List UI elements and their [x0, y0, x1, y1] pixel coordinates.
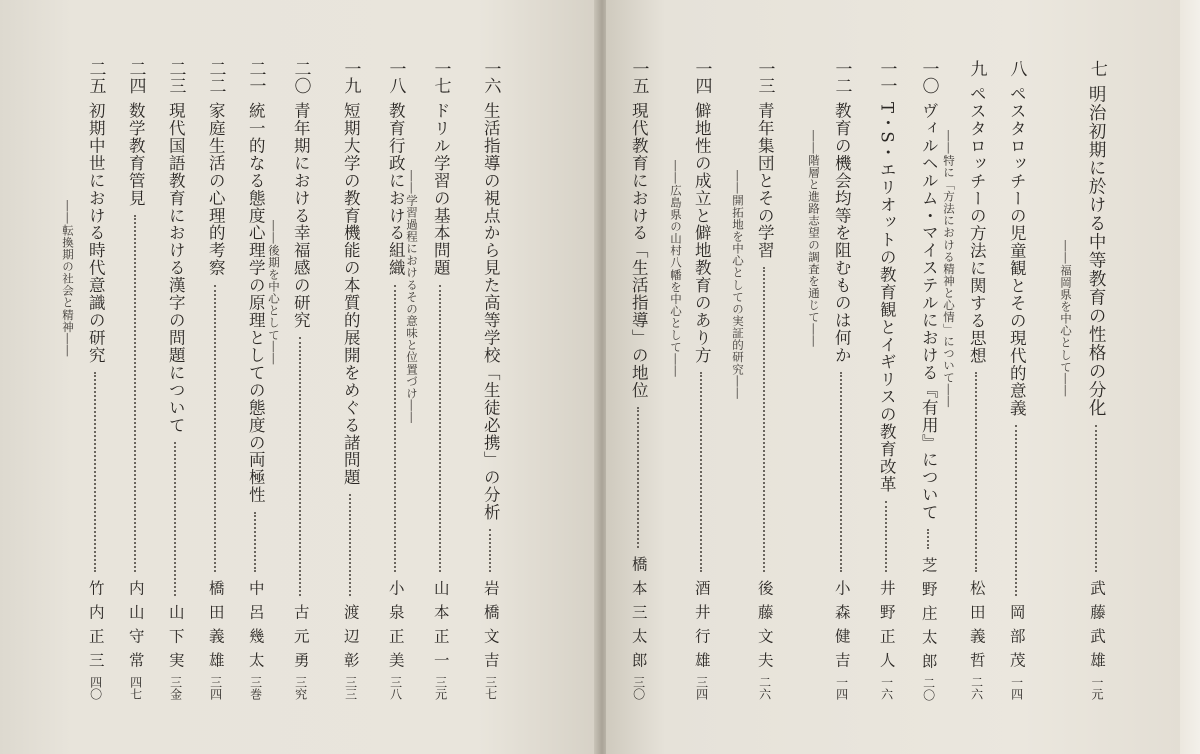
entry-number: 二四 — [125, 60, 146, 94]
entry-page: 四〇 — [88, 676, 103, 700]
entry-author: 山本正一 — [431, 579, 450, 676]
toc-entry — [165, 60, 185, 750]
entry-page: 二六 — [757, 676, 772, 700]
entry-author: 芝野庄太郎 — [919, 557, 938, 678]
dot-leader — [927, 529, 929, 549]
entry-number: 一六 — [480, 60, 501, 94]
entry-author: 岡部茂 — [1007, 603, 1026, 676]
entry-title: 青年集団とその学習 — [755, 102, 775, 260]
entry-page: 三究 — [293, 676, 308, 700]
entry-subtitle: ――転換期の社会と精神―― — [61, 200, 75, 357]
entry-page: 三〇 — [631, 676, 646, 700]
dot-leader — [174, 442, 176, 596]
entry-page: 三七 — [483, 676, 498, 700]
toc-entry — [876, 60, 896, 750]
toc-entry — [245, 60, 265, 750]
dot-leader — [975, 372, 977, 572]
entry-title: 教育の機会均等を阻むものは何か — [832, 102, 852, 364]
entry-number: 一四 — [691, 60, 712, 94]
toc-entry — [754, 60, 774, 750]
entry-author: 橋田義雄 — [206, 579, 225, 676]
entry-number: 二〇 — [290, 60, 311, 94]
entry-number: 一〇 — [918, 60, 939, 94]
dot-leader — [439, 285, 441, 572]
toc-entry — [125, 60, 145, 750]
entry-author: 岩橋文吉 — [481, 579, 500, 676]
entry-number: 二五 — [85, 60, 106, 94]
entry-title: 初期中世における時代意識の研究 — [86, 102, 106, 364]
entry-number: 一七 — [430, 60, 451, 94]
entry-title: 僻地性の成立と僻地教育のあり方 — [692, 102, 712, 364]
entry-page: 一四 — [1009, 676, 1024, 700]
entry-page: 三八 — [388, 676, 403, 700]
toc-entry — [918, 60, 938, 750]
entry-title: 生活指導の視点から見た高等学校「生徒必携」の分析 — [481, 102, 501, 522]
entry-number: 八 — [1006, 60, 1027, 77]
entry-page: 三四 — [694, 676, 709, 700]
entry-subtitle: ――福岡県を中心として―― — [1059, 240, 1073, 397]
entry-title: 現代国語教育における漢字の問題について — [166, 102, 186, 434]
dot-leader — [637, 407, 639, 548]
toc-entry — [966, 60, 986, 750]
dot-leader — [134, 215, 136, 572]
entry-title: 教育行政における組織 — [386, 102, 406, 277]
entry-title: 数学教育管見 — [126, 102, 146, 207]
entry-author: 竹内正三 — [86, 579, 105, 676]
dot-leader — [885, 501, 887, 572]
entry-author: 松田義哲 — [967, 579, 986, 676]
dot-leader — [1095, 425, 1097, 572]
entry-number: 二一 — [245, 60, 266, 94]
toc-entry — [340, 60, 360, 750]
entry-subtitle: ――特に「方法における精神と心情」について―― — [942, 130, 956, 408]
entry-number: 二二 — [205, 60, 226, 94]
entry-title: 統一的なる態度心理学の原理としての態度の両極性 — [246, 102, 266, 504]
dot-leader — [840, 372, 842, 572]
entry-page: 二六 — [969, 676, 984, 700]
entry-number: 一五 — [628, 60, 649, 94]
page-edge — [1180, 0, 1200, 754]
entry-subtitle: ――後期を中心として―― — [267, 220, 281, 365]
entry-author: 酒井行雄 — [692, 579, 711, 676]
entry-author: 山下実 — [166, 603, 185, 676]
dot-leader — [763, 267, 765, 572]
entry-page: 三元 — [433, 676, 448, 700]
entry-number: 一一 — [876, 60, 897, 94]
entry-subtitle: ――広島県の山村八幡を中心として―― — [669, 160, 683, 378]
entry-title: 短期大学の教育機能の本質的展開をめぐる諸問題 — [341, 102, 361, 487]
entry-author: 武藤武雄 — [1087, 579, 1106, 676]
dot-leader — [489, 529, 491, 572]
entry-page: 三金 — [168, 676, 183, 700]
entry-number: 一二 — [831, 60, 852, 94]
left-page — [0, 0, 598, 754]
entry-title: 青年期における幸福感の研究 — [291, 102, 311, 329]
right-page — [606, 0, 1200, 754]
entry-number: 七 — [1086, 60, 1107, 77]
toc-entry — [691, 60, 711, 750]
entry-author: 中呂幾太 — [246, 579, 265, 676]
dot-leader — [349, 494, 351, 596]
entry-page: 一元 — [1089, 676, 1104, 700]
entry-author: 渡辺彰 — [341, 603, 360, 676]
toc-entry — [385, 60, 405, 750]
entry-page: 一四 — [834, 676, 849, 700]
entry-number: 一三 — [754, 60, 775, 94]
entry-page: 四七 — [128, 676, 143, 700]
dot-leader — [94, 372, 96, 572]
entry-page: 三四 — [208, 676, 223, 700]
entry-title: ヴィルヘルム・マイステルにおける『有用』について — [919, 102, 939, 522]
entry-page: 一六 — [879, 676, 894, 700]
toc-entry — [85, 60, 105, 750]
entry-number: 九 — [966, 60, 987, 77]
entry-number: 二三 — [165, 60, 186, 94]
toc-entry — [205, 60, 225, 750]
entry-title: T・S・エリオットの教育観とイギリスの教育改革 — [877, 102, 897, 493]
entry-author: 井野正人 — [877, 579, 896, 676]
entry-page: 三三 — [343, 676, 358, 700]
entry-subtitle: ――学習過程におけるその意味と位置づけ―― — [405, 170, 419, 424]
entry-title: 現代教育における「生活指導」の地位 — [629, 102, 649, 399]
entry-page: 三巻 — [248, 676, 263, 700]
dot-leader — [394, 285, 396, 572]
entry-title: ドリル学習の基本問題 — [431, 102, 451, 277]
entry-author: 後藤文夫 — [755, 579, 774, 676]
entry-subtitle: ――階層と進路志望の調査を通じて―― — [807, 130, 821, 348]
dot-leader — [254, 512, 256, 572]
entry-author: 古元勇 — [291, 603, 310, 676]
toc-entry — [831, 60, 851, 750]
entry-author: 小森健吉 — [832, 579, 851, 676]
entry-title: ペスタロッチーの児童観とその現代的意義 — [1007, 85, 1027, 417]
entry-number: 一九 — [340, 60, 361, 94]
entry-title: ペスタロッチーの方法に関する思想 — [967, 85, 987, 365]
entry-author: 小泉正美 — [386, 579, 405, 676]
toc-entry — [628, 60, 648, 750]
dot-leader — [1015, 425, 1017, 596]
entry-author: 橋本三太郎 — [629, 555, 648, 676]
toc-entry — [1006, 60, 1026, 750]
toc-entry — [480, 60, 500, 750]
entry-title: 明治初期に於ける中等教育の性格の分化 — [1086, 85, 1107, 418]
dot-leader — [214, 285, 216, 572]
dot-leader — [299, 337, 301, 596]
dot-leader — [700, 372, 702, 572]
toc-entry — [430, 60, 450, 750]
toc-entry — [290, 60, 310, 750]
entry-number: 一八 — [385, 60, 406, 94]
entry-title: 家庭生活の心理的考察 — [206, 102, 226, 277]
toc-entry — [1086, 60, 1106, 750]
entry-author: 内山守常 — [126, 579, 145, 676]
entry-subtitle: ――開拓地を中心としての実証的研究―― — [731, 170, 745, 400]
entry-page: 二〇 — [921, 677, 936, 702]
